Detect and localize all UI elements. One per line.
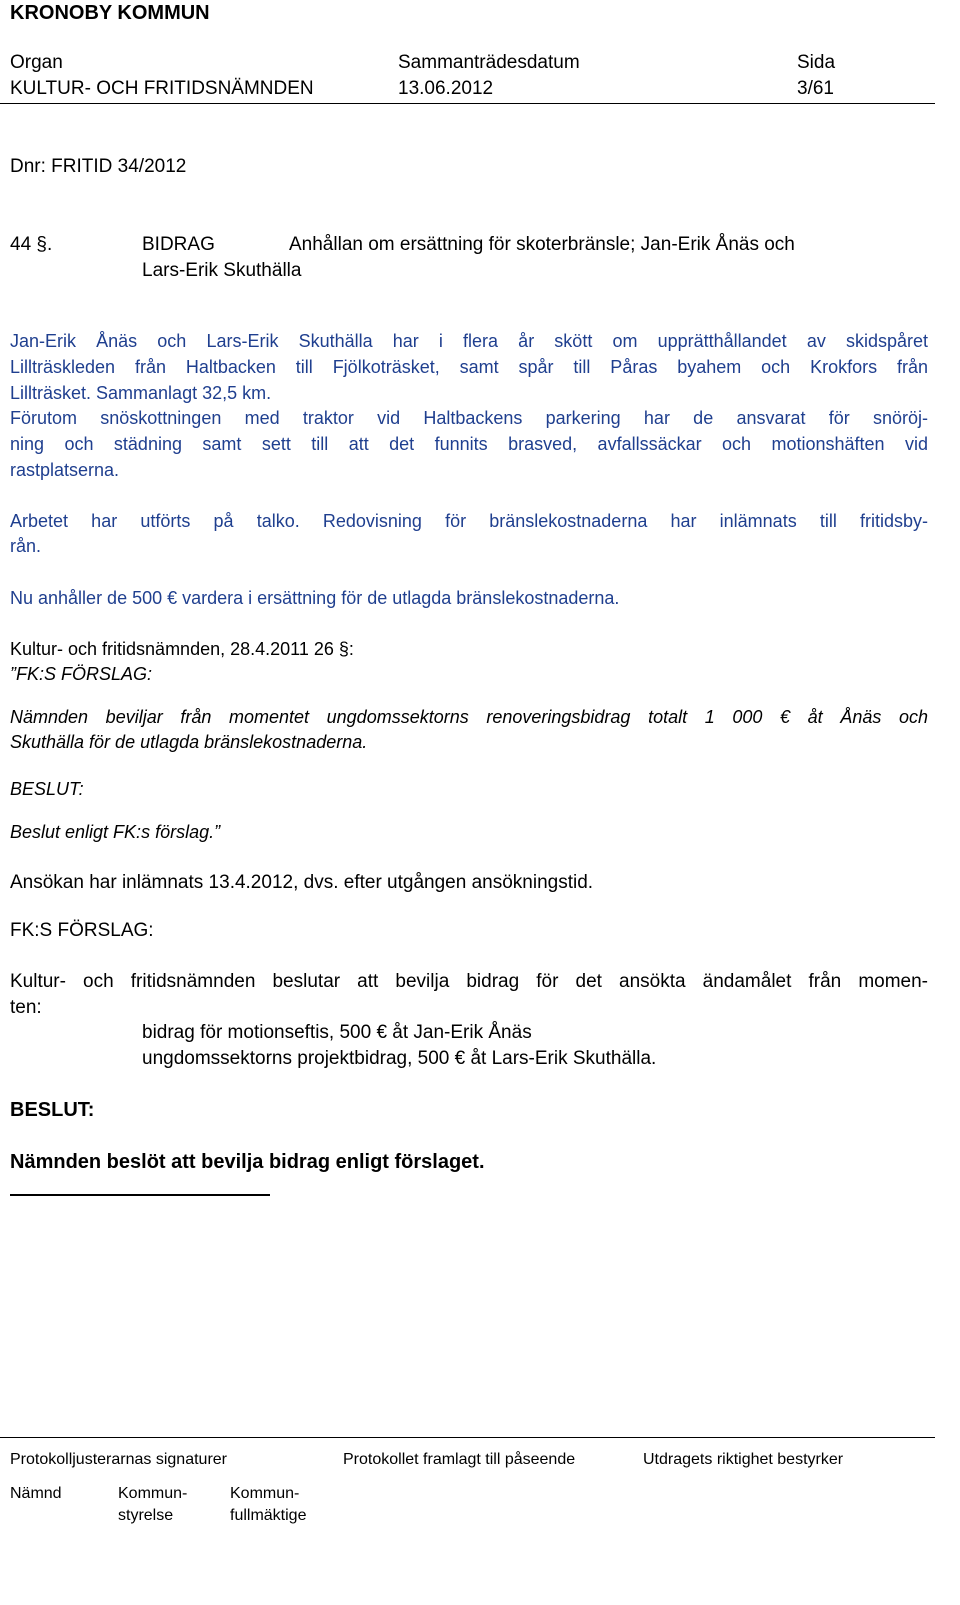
published-label: Protokollet framlagt till påseende: [343, 1451, 576, 1468]
signature-column-styrelse-line2: styrelse: [118, 1507, 174, 1524]
certified-label: Utdragets riktighet bestyrker: [643, 1451, 844, 1468]
grant-item-2: ungdomssektorns projektbidrag, 500 € åt Lars-Erik Skuthälla.: [142, 1048, 657, 1069]
decision-text: Nämnden beslöt att bevilja bidrag enligt förslaget.: [10, 1151, 485, 1173]
header-divider: [0, 103, 935, 104]
paragraph-2-line-2: rån.: [10, 536, 42, 556]
decision-label: BESLUT:: [10, 1099, 95, 1121]
paragraph-1-line-2: Lillträskleden från Haltbacken till Fjölkoträsket, samt spår till Påras byahem och Krokfors från: [10, 357, 928, 377]
page-value: 3/61: [797, 78, 834, 99]
paragraph-1-line-3: Lillträsket. Sammanlagt 32,5 km.: [10, 383, 272, 403]
previous-decision-label: BESLUT:: [10, 779, 84, 799]
page-label: Sida: [797, 52, 836, 73]
paragraph-1-line-5: ning och städning samt sett till att det funnits brasved, avfallssäckar och motionshäften vid: [10, 434, 928, 454]
signature-column-fullmaktige-line2: fullmäktige: [230, 1507, 307, 1524]
signature-column-namnd: Nämnd: [10, 1485, 62, 1502]
paragraph-3: Nu anhåller de 500 € vardera i ersättning för de utlagda bränslekostnaderna.: [10, 588, 620, 608]
organ-value: KULTUR- OCH FRITIDSNÄMNDEN: [10, 78, 314, 99]
municipality-name: KRONOBY KOMMUN: [10, 2, 210, 24]
section-category: BIDRAG: [142, 234, 215, 255]
section-title-line2: Lars-Erik Skuthälla: [142, 260, 302, 281]
signature-column-styrelse-line1: Kommun-: [118, 1485, 188, 1502]
previous-proposal-line-2: Skuthälla för de utlagda bränslekostnaderna.: [10, 732, 368, 752]
previous-proposal-label: ”FK:S FÖRSLAG:: [10, 664, 153, 684]
grant-item-1: bidrag för motionseftis, 500 € åt Jan-Erik Ånäs: [142, 1022, 532, 1043]
signatures-label: Protokolljusterarnas signaturer: [10, 1451, 227, 1468]
signature-column-fullmaktige-line1: Kommun-: [230, 1485, 300, 1502]
date-label: Sammanträdesdatum: [398, 52, 580, 73]
dnr: Dnr: FRITID 34/2012: [10, 156, 187, 177]
previous-proposal-line-1: Nämnden beviljar från momentet ungdomssektorns renoveringsbidrag totalt 1 000 € åt Ånäs och: [10, 707, 928, 727]
organ-label: Organ: [10, 52, 63, 73]
section-title-line1: Anhållan om ersättning för skoterbränsle; Jan-Erik Ånäs och: [289, 234, 795, 255]
previous-decision-text: Beslut enligt FK:s förslag.”: [10, 822, 221, 842]
application-note: Ansökan har inlämnats 13.4.2012, dvs. efter utgången ansökningstid.: [10, 872, 594, 893]
proposal-line-1: Kultur- och fritidsnämnden beslutar att bevilja bidrag för det ansökta ändamålet från momen-: [10, 971, 928, 992]
paragraph-1-line-1: Jan-Erik Ånäs och Lars-Erik Skuthälla har i flera år skött om upprätthållandet av skidspåret: [10, 331, 928, 351]
proposal-label: FK:S FÖRSLAG:: [10, 920, 154, 941]
paragraph-1-line-4: Förutom snöskottningen med traktor vid Haltbackens parkering har de ansvarat för snöröj-: [10, 408, 928, 428]
proposal-line-2: ten:: [10, 997, 42, 1018]
footer-divider: [0, 1437, 935, 1438]
section-number: 44 §.: [10, 234, 53, 255]
paragraph-2-line-1: Arbetet har utförts på talko. Redovisning för bränslekostnaderna har inlämnats till fritidsby-: [10, 511, 928, 531]
decision-end-rule: [10, 1194, 270, 1196]
date-value: 13.06.2012: [398, 78, 494, 99]
previous-decision-reference: Kultur- och fritidsnämnden, 28.4.2011 26 §:: [10, 639, 354, 659]
paragraph-1-line-6: rastplatserna.: [10, 460, 120, 480]
